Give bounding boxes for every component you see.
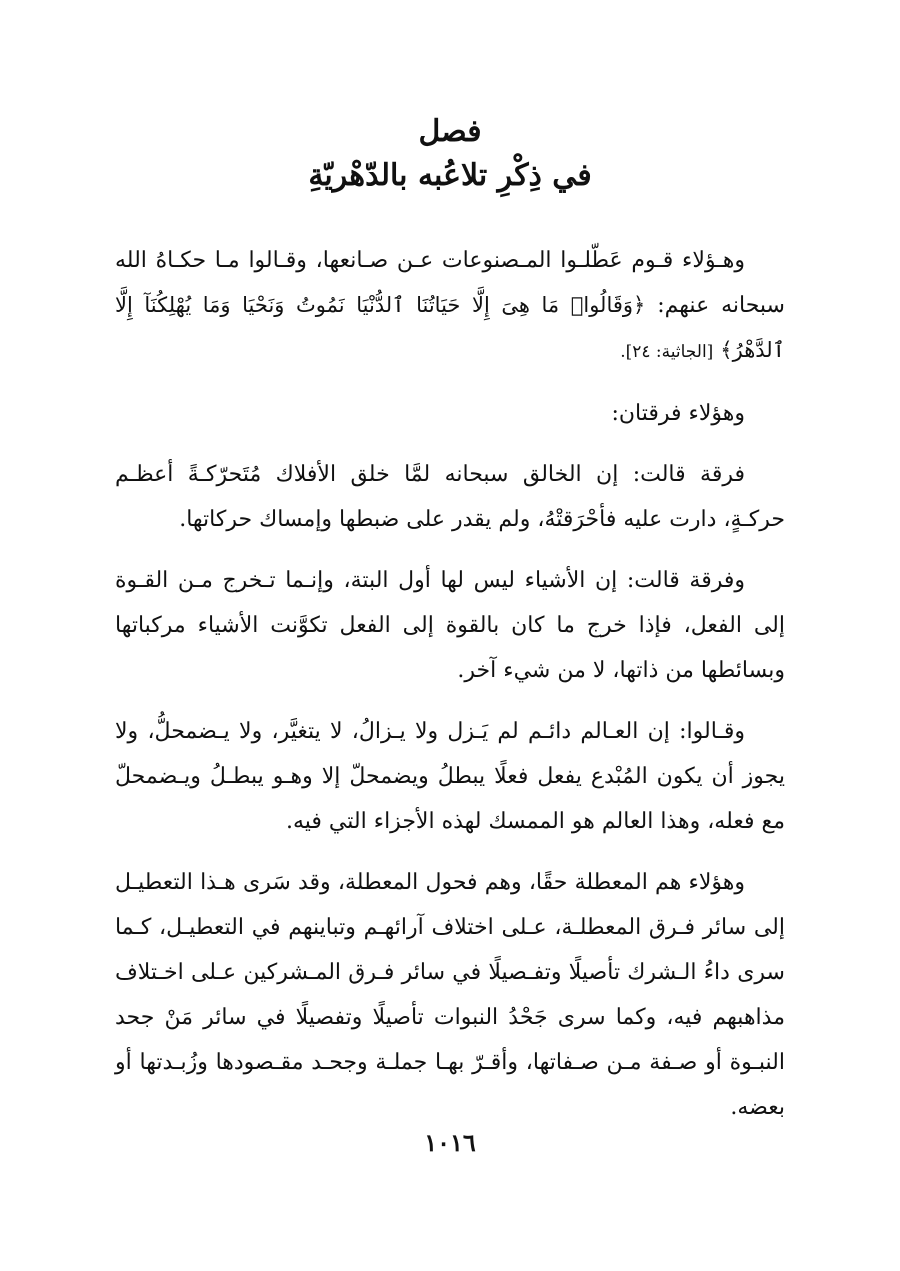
book-page: [115, 110, 785, 1146]
page-number: ١٠١٦: [424, 1128, 476, 1157]
paragraph-intro-text: وهـؤلاء قـوم عَطّلـوا المـصنوعات عـن صـانعها، وقـالوا مـا حكـاهُ الله سبحانه عنهم:: [115, 248, 785, 318]
paragraph-second-group: وفرقة قالت: إن الأشياء ليس لها أول البتة، وإنـما تـخرج مـن القـوة إلى الفعل، فإذا خرج ما كان بالقوة إلى الفعل تكوَّنت الأشياء مركباتها وبسائطها من ذاتها، لا من شيء آخر.: [115, 568, 785, 683]
chapter-title: فصل: [418, 114, 482, 149]
verse-citation: [الجاثية: ٢٤].: [620, 342, 714, 362]
paragraph-dahriyya-intro: [115, 238, 785, 375]
paragraph-first-group: فرقة قالت: إن الخالق سبحانه لمَّا خلق الأفلاك مُتَحرّكـةً أعظـم حركـةٍ، دارت عليه فأحْرَقتْهُ، ولم يقدر على ضبطها وإمساك حركاتها.: [115, 462, 785, 532]
paragraph-two-groups: وهؤلاء فرقتان:: [611, 401, 745, 426]
quran-verse: ﴿وَقَالُوا۟ مَا هِىَ إِلَّا حَيَاتُنَا ٱلدُّنْيَا نَمُوتُ وَنَحْيَا وَمَا يُهْلِكُنَآ إِلَّا ٱلدَّهْرُ﴾: [115, 293, 785, 362]
paragraph-true-deniers: وهؤلاء هم المعطلة حقًا، وهم فحول المعطلة، وقد سَرى هـذا التعطيـل إلى سائر فـرق المعطلـة، عـلى اختلاف آرائهـم وتباينهم في التعطيـل، كـما سرى داءُ الـشرك تأصيلًا وتفـصيلًا في سائر فـرق المـشركين عـلى اخـتلاف مذاهبهم فيه، وكما سرى جَحْدُ النبوات تأصيلًا وتفصيلًا في سائر مَنْ جحد النبـوة أو صـفة مـن صـفاتها، وأقـرّ بهـا جملـة وجحـد مقـصودها وزُبـدتها أو بعضه.: [115, 870, 785, 1120]
chapter-subtitle: في ذِكْرِ تلاعُبه بالدّهْريّةِ: [308, 158, 592, 193]
paragraph-eternal-world: وقـالوا: إن العـالم دائـم لم يَـزل ولا يـزالُ، لا يتغيَّر، ولا يـضمحلُّ، ولا يجوز أن يكون المُبْدع يفعل فعلًا يبطلُ ويضمحلّ إلا وهـو يبطـلُ ويـضمحلّ مع فعله، وهذا العالم هو الممسك لهذه الأجزاء التي فيه.: [115, 719, 785, 834]
